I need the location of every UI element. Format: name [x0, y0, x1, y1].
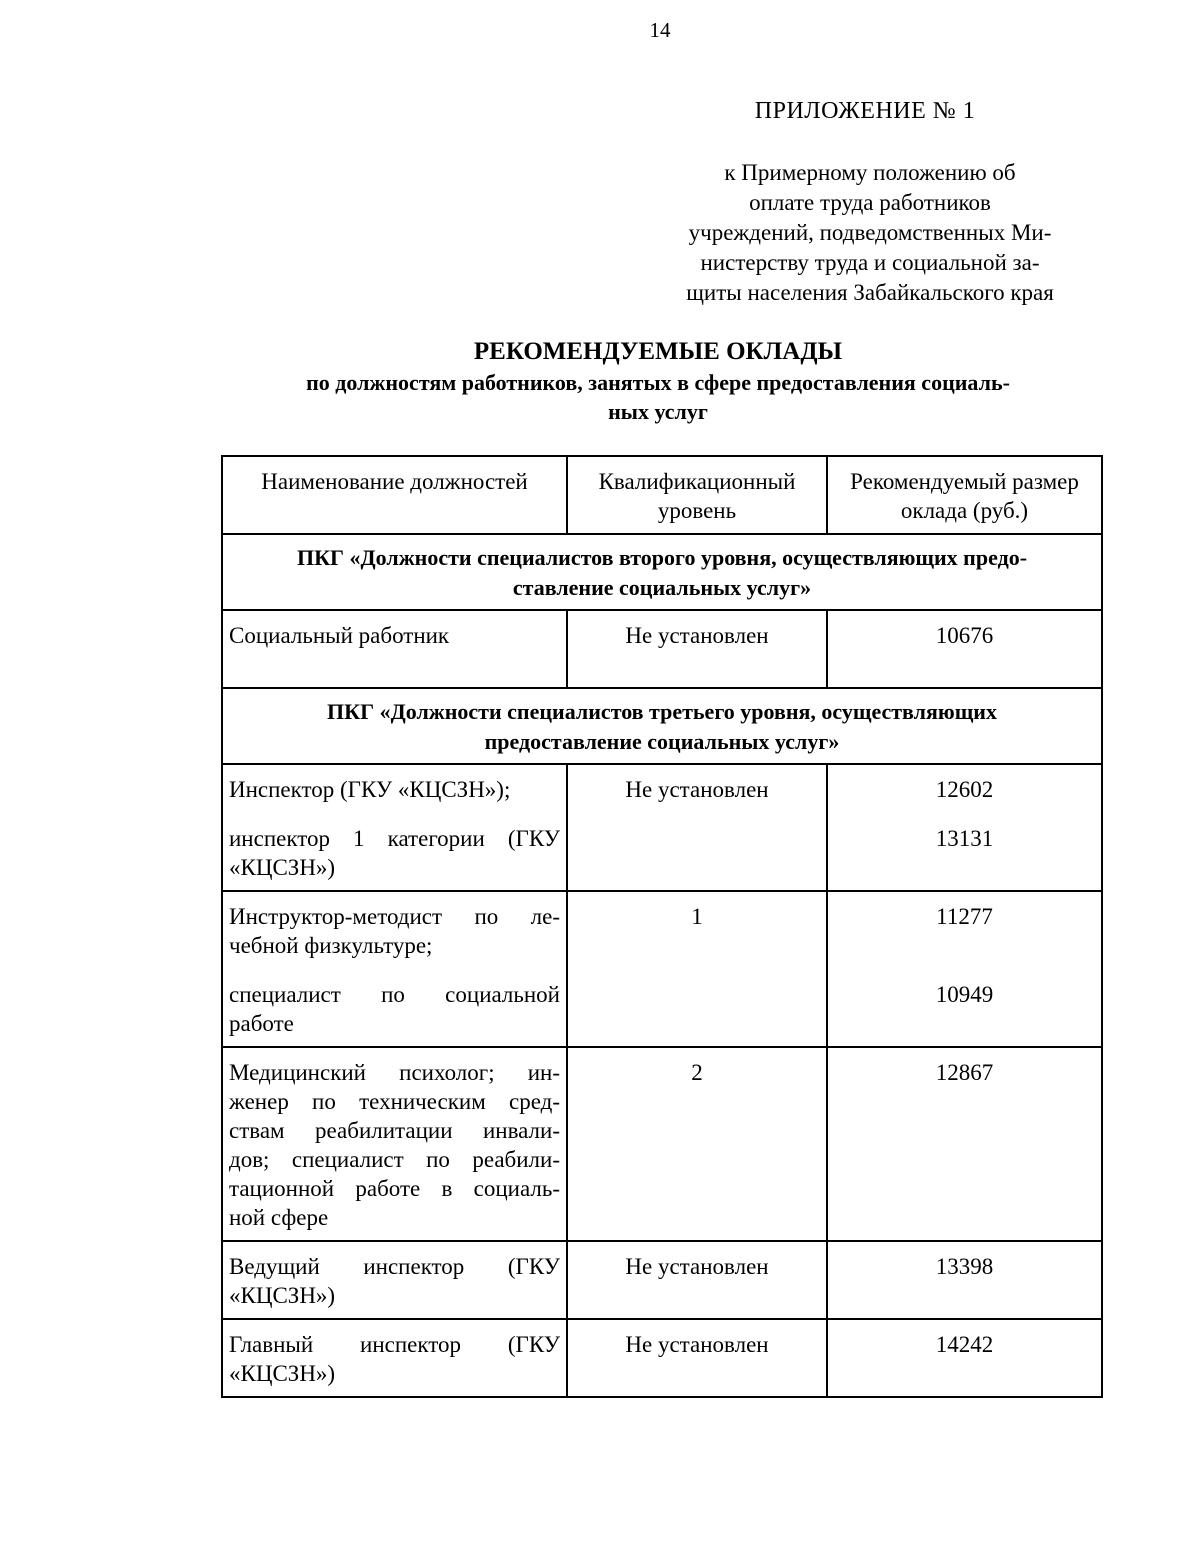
salary-text: 11277	[936, 904, 993, 929]
cell-position	[222, 1047, 567, 1241]
table-row	[222, 610, 1102, 688]
cell-salary	[827, 610, 1102, 688]
salary-text: 10676	[935, 623, 994, 648]
document-heading	[200, 336, 1116, 426]
salary-text: 12602	[935, 777, 994, 802]
header-level-line: уровень	[657, 498, 737, 523]
group-title-line: ставление социальных услуг»	[512, 575, 812, 600]
level-text: Не установлен	[625, 777, 769, 802]
position-text: тационной работе в социаль-	[229, 1176, 560, 1201]
table-row	[222, 891, 1102, 1047]
position-text: работе	[229, 1011, 294, 1036]
group-title-line: ПКГ «Должности специалистов третьего уровня, осуществляющих	[327, 699, 997, 724]
appendix-subtitle-line: оплате труда работников	[749, 190, 991, 215]
document-subtitle-line: ных услуг	[608, 399, 708, 424]
appendix-subtitle-line: щиты населения Забайкальского края	[686, 280, 1054, 305]
document-subtitle-line: по должностям работников, занятых в сфере предоставления социаль-	[306, 370, 1010, 395]
appendix-subtitle-line: к Примерному положению об	[724, 160, 1016, 185]
level-text: Не установлен	[625, 623, 769, 648]
header-position-label: Наименование должностей	[261, 469, 528, 494]
salary-text: 12867	[935, 1060, 994, 1085]
group-title-line: предоставление социальных услуг»	[484, 729, 840, 754]
position-text: дов; специалист по реабили-	[229, 1147, 560, 1172]
position-text: Инспектор (ГКУ «КЦСЗН»);	[229, 777, 511, 802]
header-salary-line: Рекомендуемый размер	[850, 469, 1079, 494]
table-group-row	[222, 688, 1102, 764]
cell-salary	[827, 1319, 1102, 1397]
cell-level	[567, 891, 827, 1047]
position-text: «КЦСЗН»)	[229, 1361, 336, 1386]
cell-salary	[827, 1241, 1102, 1319]
header-position	[222, 456, 567, 534]
cell-salary	[827, 1047, 1102, 1241]
position-text: ной сфере	[229, 1205, 329, 1230]
cell-position	[222, 610, 567, 688]
salary-text: 10949	[935, 982, 994, 1007]
header-level-line: Квалификационный	[598, 469, 796, 494]
level-text: Не установлен	[625, 1332, 769, 1357]
salary-table	[221, 455, 1103, 1398]
table-row	[222, 1047, 1102, 1241]
position-text: Инструктор-методист по ле-	[229, 904, 560, 929]
table-group-row	[222, 534, 1102, 610]
cell-level	[567, 1047, 827, 1241]
salary-text: 14242	[935, 1332, 994, 1357]
cell-level	[567, 1241, 827, 1319]
level-text: 2	[691, 1060, 703, 1085]
level-text: 1	[691, 904, 703, 929]
cell-salary	[827, 891, 1102, 1047]
table-header-row	[222, 456, 1102, 534]
position-text: инспектор 1 категории (ГКУ	[229, 826, 560, 851]
header-level	[567, 456, 827, 534]
salary-text: 13131	[935, 826, 994, 851]
table-row	[222, 1319, 1102, 1397]
table-row	[222, 764, 1102, 891]
cell-level	[567, 610, 827, 688]
appendix-subtitle-line: учреждений, подведомственных Ми-	[688, 220, 1052, 245]
position-text: Главный инспектор (ГКУ	[229, 1332, 560, 1357]
header-salary	[827, 456, 1102, 534]
cell-salary	[827, 764, 1102, 891]
position-text: женер по техническим сред-	[229, 1089, 560, 1114]
group-title	[222, 688, 1102, 764]
document-title: РЕКОМЕНДУЕМЫЕ ОКЛАДЫ	[473, 338, 843, 365]
page-number: 14	[649, 18, 671, 42]
level-text: Не установлен	[625, 1254, 769, 1279]
position-text: чебной физкультуре;	[229, 933, 433, 958]
position-text: «КЦСЗН»)	[229, 1283, 336, 1308]
group-title	[222, 534, 1102, 610]
cell-position	[222, 891, 567, 1047]
position-text: Социальный работник	[229, 623, 450, 648]
salary-text: 13398	[935, 1254, 994, 1279]
header-salary-line: оклада (руб.)	[900, 498, 1029, 523]
position-text: «КЦСЗН»)	[229, 855, 336, 880]
position-text: ствам реабилитации инвали-	[229, 1118, 560, 1143]
appendix-subtitle-line: нистерству труда и социальной за-	[700, 250, 1040, 275]
appendix-subtitle	[640, 158, 1100, 308]
cell-level	[567, 1319, 827, 1397]
appendix-title: ПРИЛОЖЕНИЕ № 1	[754, 98, 976, 124]
cell-position	[222, 764, 567, 891]
position-text: специалист по социальной	[229, 982, 560, 1007]
cell-position	[222, 1241, 567, 1319]
position-text: Медицинский психолог; ин-	[229, 1060, 560, 1085]
group-title-line: ПКГ «Должности специалистов второго уровня, осуществляющих предо-	[296, 545, 1028, 570]
position-text: Ведущий инспектор (ГКУ	[229, 1254, 560, 1279]
cell-position	[222, 1319, 567, 1397]
table-row	[222, 1241, 1102, 1319]
cell-level	[567, 764, 827, 891]
